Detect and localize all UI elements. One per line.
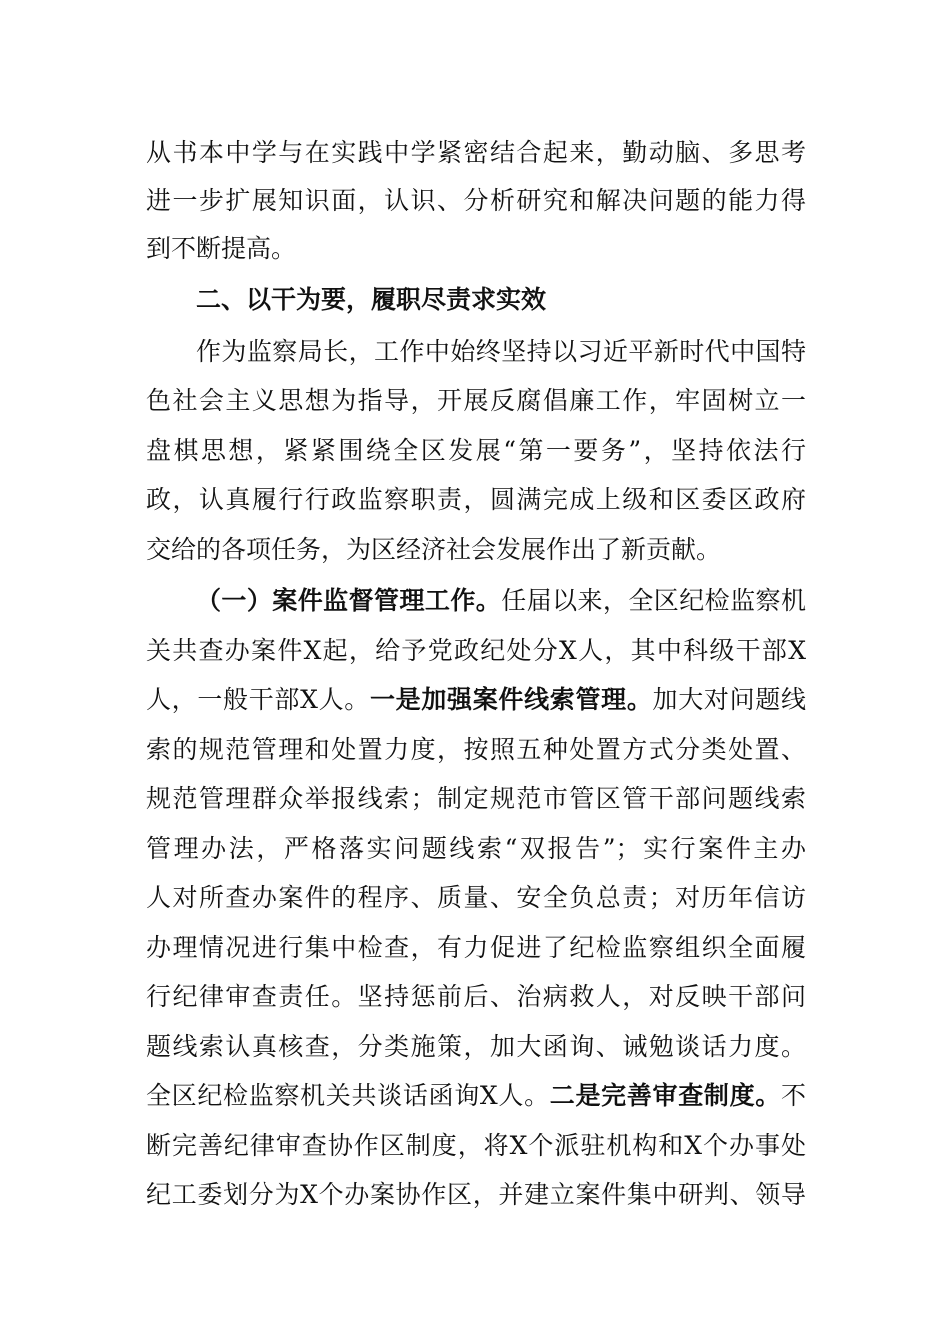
body-text-line: 从书本中学与在实践中学紧密结合起来，勤动脑、多思考 (146, 138, 806, 167)
body-text-span: 不 (780, 1081, 806, 1110)
body-text-line: 断完善纪律审查协作区制度，将X个派驻机构和X个办事处 (146, 1131, 806, 1160)
body-text-line: 索的规范管理和处置力度，按照五种处置方式分类处置、 (146, 735, 806, 764)
subsection-heading: （一）案件监督管理工作。 (196, 586, 502, 615)
body-text-span: 加大对问题线 (652, 685, 806, 714)
body-text-line: 到不断提高。 (146, 234, 297, 263)
point-heading: 一是加强案件线索管理。 (369, 685, 653, 714)
body-text-line: 管理办法，严格落实问题线索“双报告”；实行案件主办 (146, 834, 806, 863)
section-heading: 二、以干为要，履职尽责求实效 (196, 285, 547, 314)
body-text-line: 纪工委划分为X个办案协作区，并建立案件集中研判、领导 (146, 1180, 806, 1209)
body-text-span: 任届以来，全区纪检监察机 (501, 586, 806, 615)
body-text-line: 作为监察局长，工作中始终坚持以习近平新时代中国特 (196, 337, 806, 366)
body-text-line (146, 680, 806, 720)
body-text-line: 政，认真履行行政监察职责，圆满完成上级和区委区政府 (146, 485, 806, 514)
body-text-line: 关共查办案件X起，给予党政纪处分X人，其中科级干部X (146, 636, 806, 665)
body-text-line (146, 1076, 806, 1116)
body-text-line: 办理情况进行集中检查，有力促进了纪检监察组织全面履 (146, 933, 806, 962)
body-text-span: 人，一般干部X人。 (146, 685, 370, 714)
body-text-line: 人对所查办案件的程序、质量、安全负总责；对历年信访 (146, 883, 806, 912)
body-text-line (196, 581, 806, 621)
body-text-span: 全区纪检监察机关共谈话函询X人。 (146, 1081, 550, 1110)
body-text-line: 题线索认真核查，分类施策，加大函询、诫勉谈话力度。 (146, 1032, 806, 1061)
body-text-line: 色社会主义思想为指导，开展反腐倡廉工作，牢固树立一 (146, 386, 806, 415)
body-text-line: 交给的各项任务，为区经济社会发展作出了新贡献。 (146, 535, 722, 564)
point-heading: 二是完善审查制度。 (549, 1081, 781, 1110)
body-text-line: 规范管理群众举报线索；制定规范市管区管干部问题线索 (146, 784, 806, 813)
body-text-line: 盘棋思想，紧紧围绕全区发展“第一要务”，坚持依法行 (146, 436, 806, 465)
body-text-line: 行纪律审查责任。坚持惩前后、治病救人，对反映干部问 (146, 982, 806, 1011)
body-text-line: 进一步扩展知识面，认识、分析研究和解决问题的能力得 (146, 186, 806, 215)
